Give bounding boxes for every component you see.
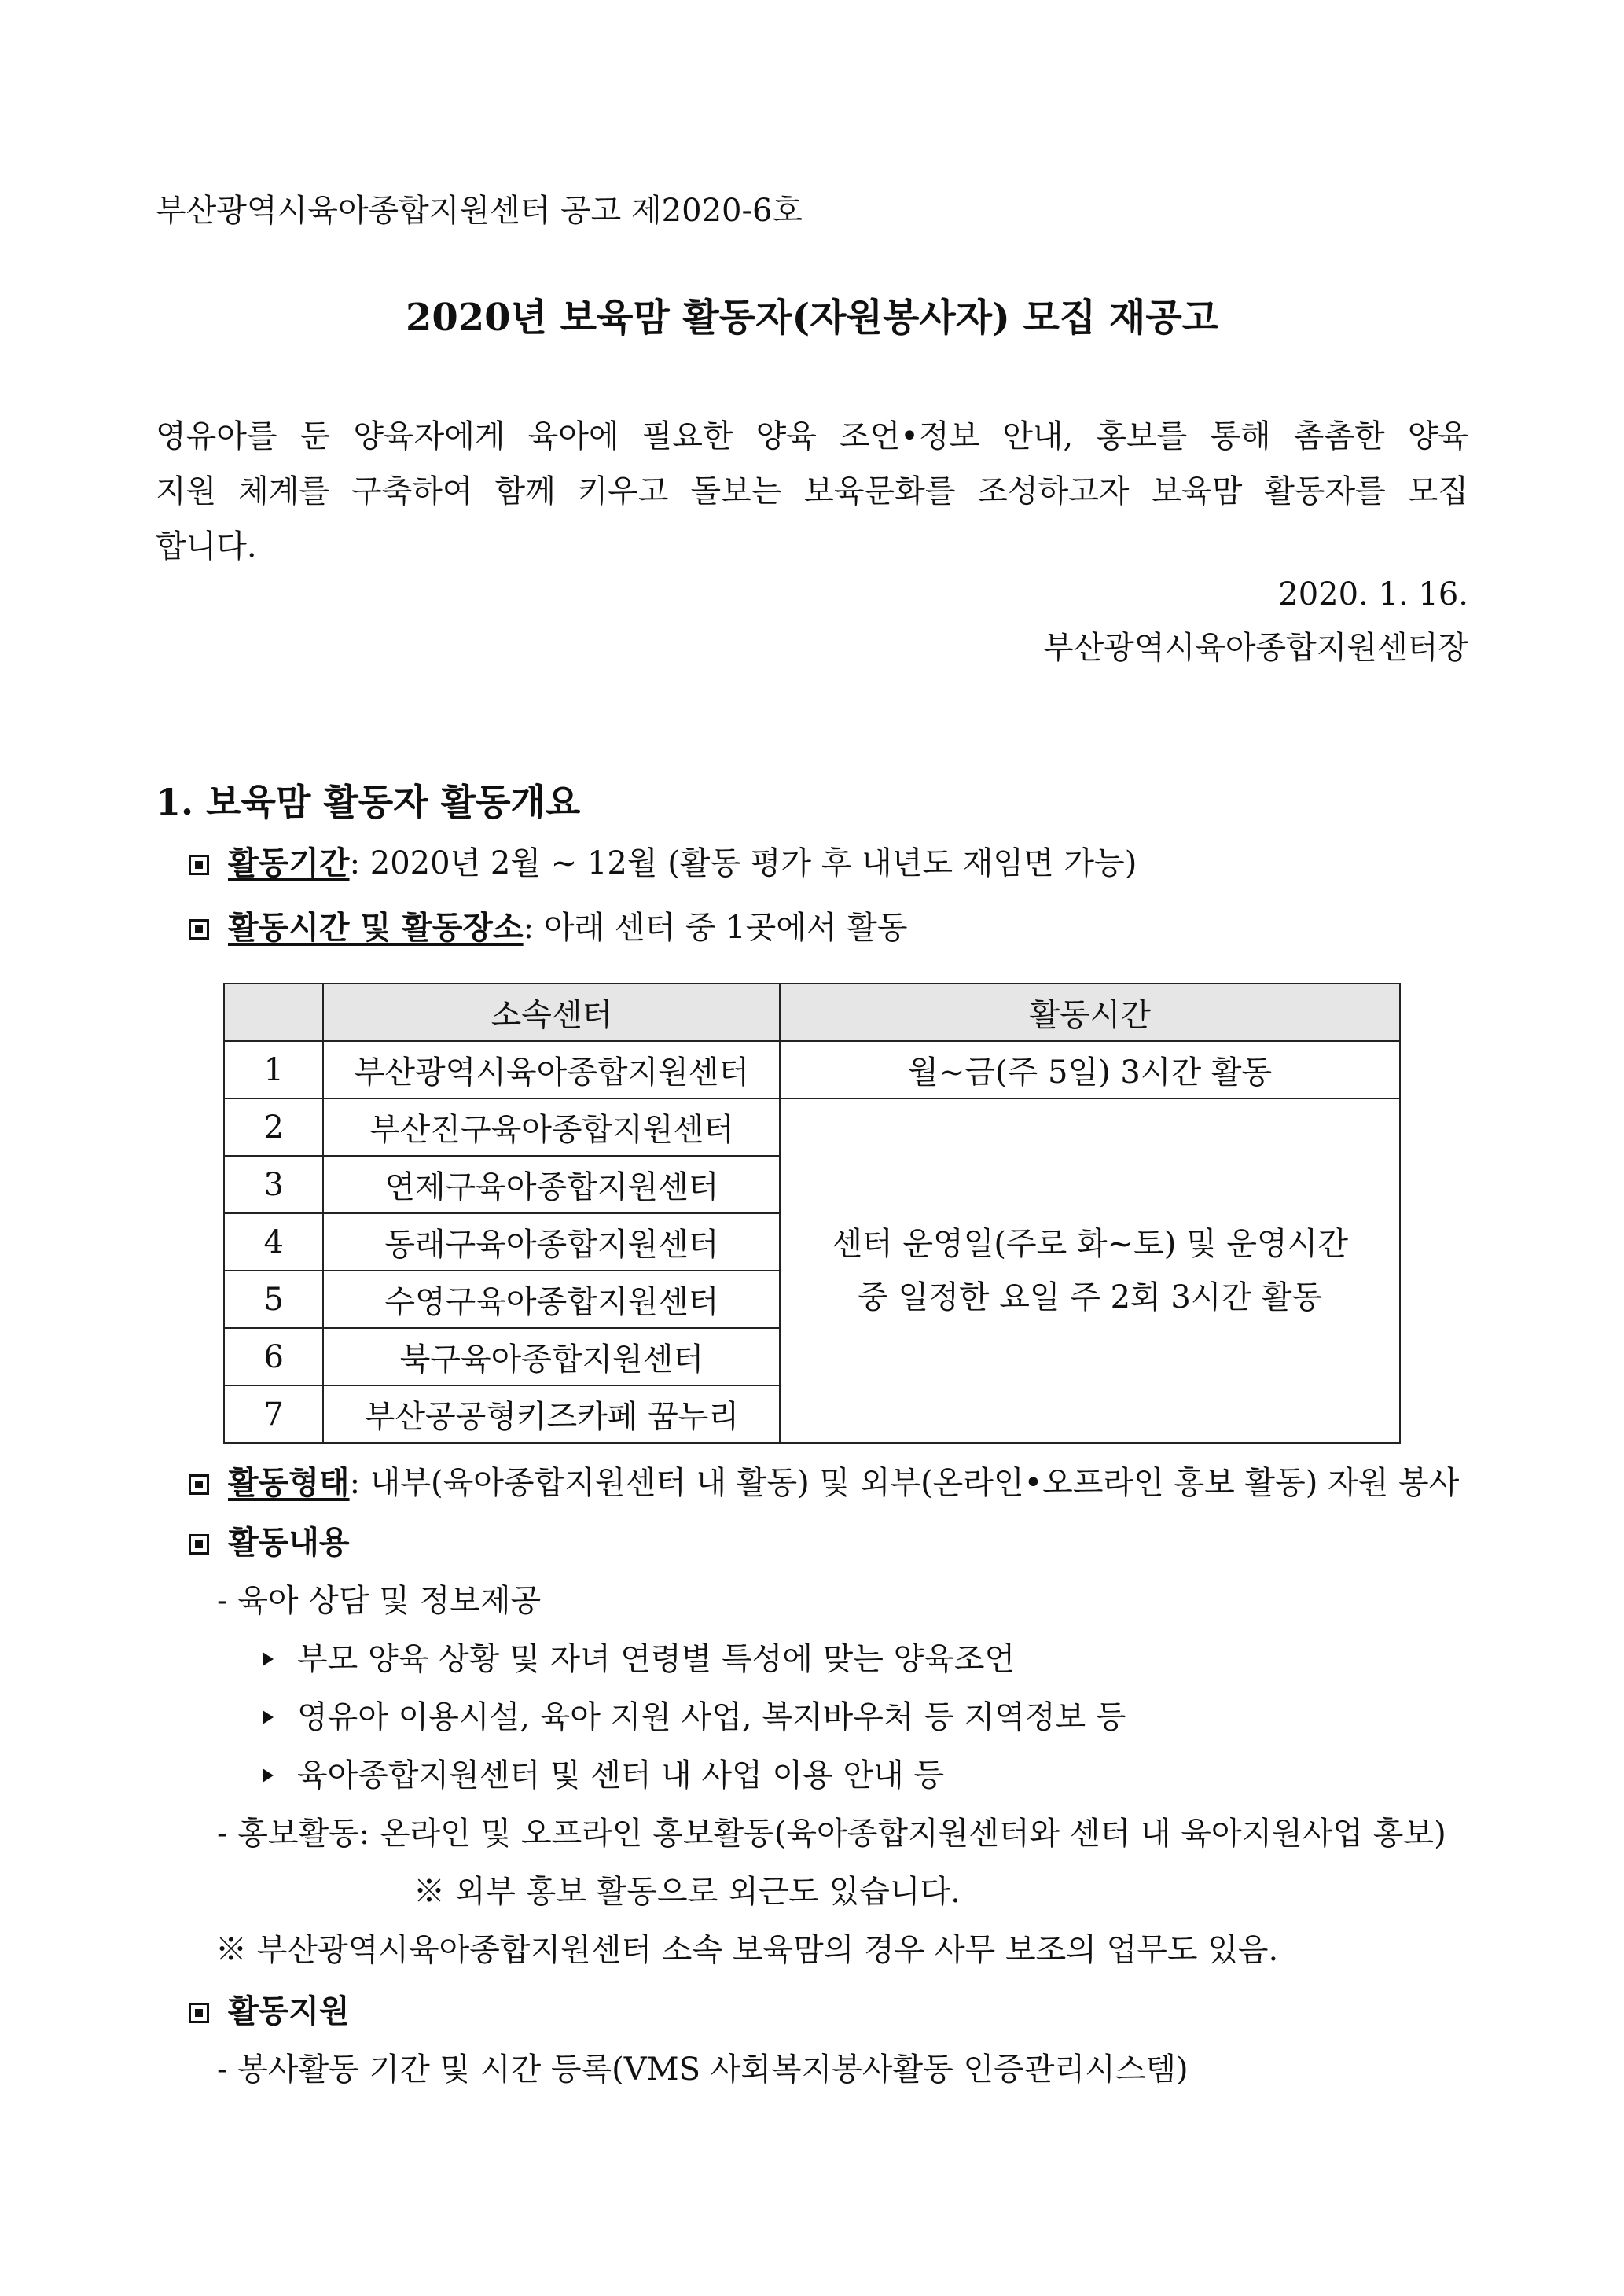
notice-signer: 부산광역시육아종합지원센터장 (1043, 630, 1468, 666)
activity-period-item (189, 841, 1137, 885)
row-time: 월~금(주 5일) 3시간 활동 (780, 1041, 1400, 1098)
center-schedule-table (223, 983, 1401, 1444)
square-bullet-icon (189, 855, 209, 875)
consult-sub-item (263, 1695, 1126, 1739)
square-bullet-icon (189, 919, 209, 940)
notice-date: 2020. 1. 16. (1278, 576, 1468, 613)
activity-time-place-value: : 아래 센터 중 1곳에서 활동 (523, 910, 908, 946)
consult-sub-text: 육아종합지원센터 및 센터 내 사업 이용 안내 등 (297, 1757, 945, 1794)
triangle-bullet-icon (263, 1768, 274, 1783)
activity-form-value: : 내부(육아종합지원센터 내 활동) 및 외부(온라인•오프라인 홍보 활동) 자원 봉사 (349, 1465, 1460, 1501)
activity-support-label: 활동지원 (228, 1992, 350, 2029)
notice-number: 부산광역시육아종합지원센터 공고 제2020-6호 (156, 193, 803, 229)
square-bullet-icon (189, 2003, 209, 2023)
activity-period-label: 활동기간 (228, 844, 350, 881)
consult-sub-item (263, 1637, 1015, 1681)
activity-time-place-item (189, 906, 908, 950)
document-title: 2020년 보육맘 활동자(자원봉사자) 모집 재공고 (405, 296, 1219, 340)
triangle-bullet-icon (263, 1710, 274, 1724)
row-center: 연제구육아종합지원센터 (323, 1156, 780, 1213)
activity-form-item (189, 1461, 1459, 1505)
intro-line: 지원 체계를 구축하여 함께 키우고 돌보는 보육문화를 조성하고자 보육맘 활동자를 모집 (156, 473, 1468, 510)
row-number: 4 (224, 1213, 323, 1271)
row-center: 부산진구육아종합지원센터 (323, 1098, 780, 1156)
table-header-row (224, 984, 1400, 1041)
activity-support-item (189, 1989, 350, 2033)
activity-content-item (189, 1521, 350, 1565)
table-row (224, 1098, 1400, 1156)
promo-note: ※ 외부 홍보 활동으로 외근도 있습니다. (413, 1874, 961, 1910)
consult-sub-item (263, 1753, 944, 1797)
table-header-center: 소속센터 (323, 984, 780, 1041)
table-row (224, 1041, 1400, 1098)
row-center: 동래구육아종합지원센터 (323, 1213, 780, 1271)
row-number: 6 (224, 1328, 323, 1385)
intro-line: 합니다. (156, 528, 257, 565)
row-center: 북구육아종합지원센터 (323, 1328, 780, 1385)
row-number: 3 (224, 1156, 323, 1213)
square-bullet-icon (189, 1474, 209, 1495)
section-heading: 1. 보육맘 활동자 활동개요 (156, 781, 581, 823)
activity-content-label: 활동내용 (228, 1524, 350, 1561)
intro-paragraph (156, 409, 1468, 574)
consult-item: - 육아 상담 및 정보제공 (217, 1583, 542, 1619)
triangle-bullet-icon (263, 1652, 274, 1666)
merged-time-line: 중 일정한 요일 주 2회 3시간 활동 (858, 1279, 1323, 1315)
row-number: 1 (224, 1041, 323, 1098)
office-note: ※ 부산광역시육아종합지원센터 소속 보육맘의 경우 사무 보조의 업무도 있음. (215, 1932, 1279, 1968)
row-number: 7 (224, 1385, 323, 1443)
merged-time-line: 센터 운영일(주로 화~토) 및 운영시간 (832, 1226, 1348, 1262)
square-bullet-icon (189, 1534, 209, 1555)
promo-item: - 홍보활동: 온라인 및 오프라인 홍보활동(육아종합지원센터와 센터 내 육아지원사업 홍보) (217, 1816, 1446, 1852)
intro-line: 영유아를 둔 양육자에게 육아에 필요한 양육 조언•정보 안내, 홍보를 통해 촘촘한 양육 (156, 418, 1468, 454)
row-center: 수영구육아종합지원센터 (323, 1271, 780, 1328)
vms-item: - 봉사활동 기간 및 시간 등록(VMS 사회복지봉사활동 인증관리시스템) (217, 2051, 1189, 2088)
merged-time-cell (780, 1098, 1400, 1443)
activity-form-label: 활동형태 (228, 1464, 350, 1501)
row-number: 5 (224, 1271, 323, 1328)
table-header-number (224, 984, 323, 1041)
row-center: 부산공공형키즈카페 꿈누리 (323, 1385, 780, 1443)
row-center: 부산광역시육아종합지원센터 (323, 1041, 780, 1098)
row-number: 2 (224, 1098, 323, 1156)
activity-time-place-label: 활동시간 및 활동장소 (228, 909, 524, 946)
consult-sub-text: 부모 양육 상황 및 자녀 연령별 특성에 맞는 양육조언 (297, 1641, 1016, 1677)
table-header-time: 활동시간 (780, 984, 1400, 1041)
consult-sub-text: 영유아 이용시설, 육아 지원 사업, 복지바우처 등 지역정보 등 (297, 1699, 1126, 1735)
activity-period-value: : 2020년 2월 ~ 12월 (활동 평가 후 내년도 재임면 가능) (349, 845, 1137, 881)
